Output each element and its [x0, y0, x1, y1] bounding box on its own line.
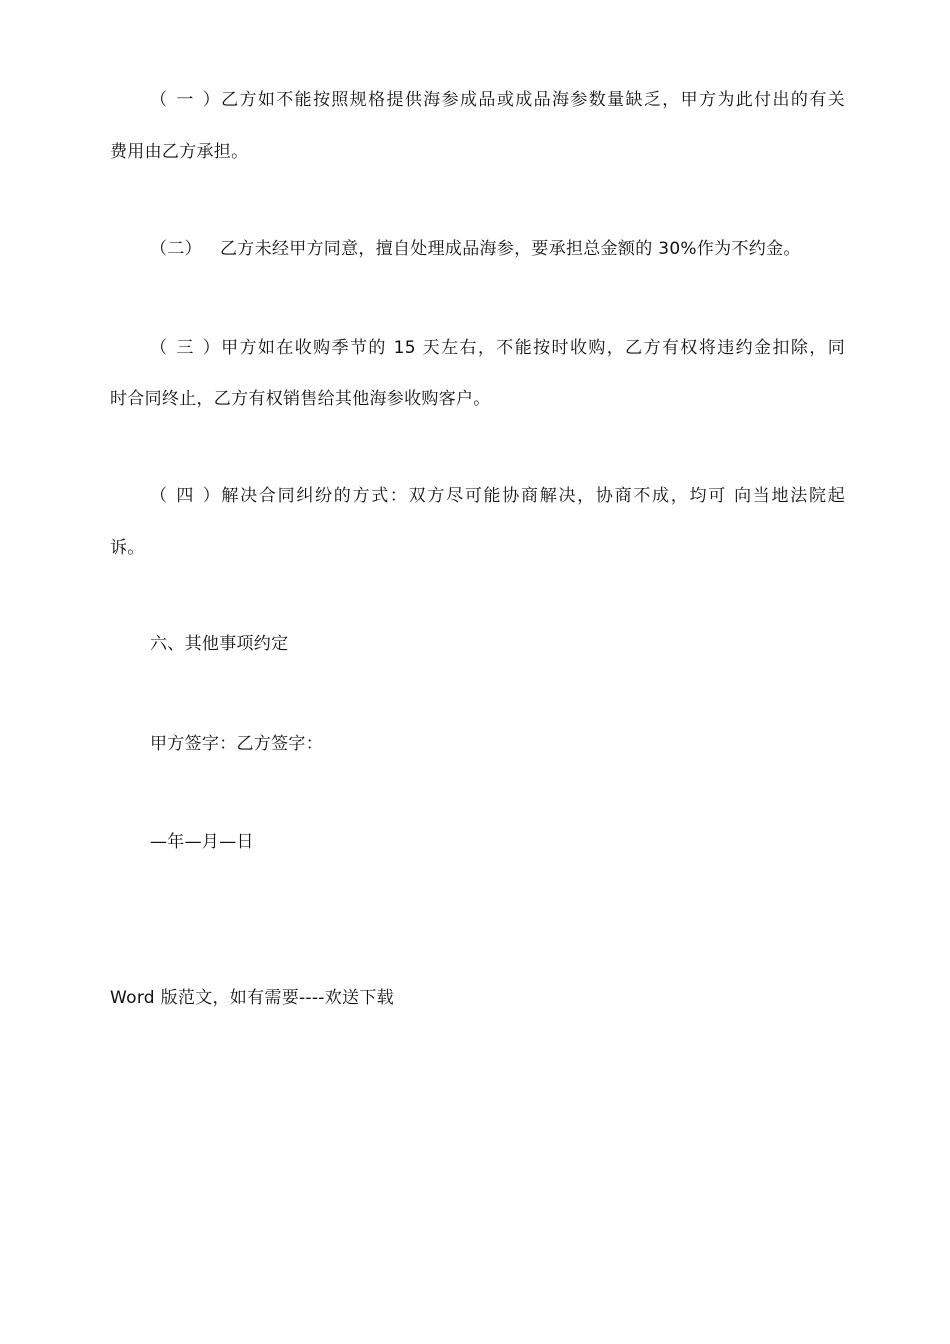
clause-3-text: 甲方如在收购季节的 15 天左右，不能按时收购，乙方有权将违约金扣除，同: [220, 338, 845, 358]
clause-4-line-1: [150, 484, 845, 508]
clause-3-line-2: 时合同终止，乙方有权销售给其他海参收购客户。: [110, 389, 491, 409]
clause-1-text: 乙方如不能按照规格提供海参成品或成品海参数量缺乏，甲方为此付出的有关: [220, 90, 845, 110]
clause-4-number: （四）: [150, 486, 220, 506]
clause-1-line-2: 费用由乙方承担。: [110, 142, 249, 162]
clause-2-line-1: [150, 237, 801, 261]
clause-2-text: 乙方未经甲方同意，擅自处理成品海参，要承担总金额的 30%作为不约金。: [220, 239, 801, 259]
clause-4-text: 解决合同纠纷的方式：双方尽可能协商解决，协商不成，均可 向当地法院起: [220, 486, 845, 506]
clause-4-line-2: 诉。: [110, 538, 145, 558]
clause-3-number: （三）: [150, 338, 220, 358]
clause-1-number: （一）: [150, 90, 220, 110]
date-line: —年—月—日: [150, 832, 254, 852]
clause-2-number: （二）: [150, 239, 202, 259]
signature-line: 甲方签字：乙方签字：: [150, 734, 323, 754]
clause-3-line-1: [150, 336, 845, 360]
section-six-heading: 六、其他事项约定: [150, 634, 289, 654]
clause-1-line-1: [150, 88, 845, 112]
footer-note: Word 版范文，如有需要----欢送下载: [110, 988, 394, 1008]
